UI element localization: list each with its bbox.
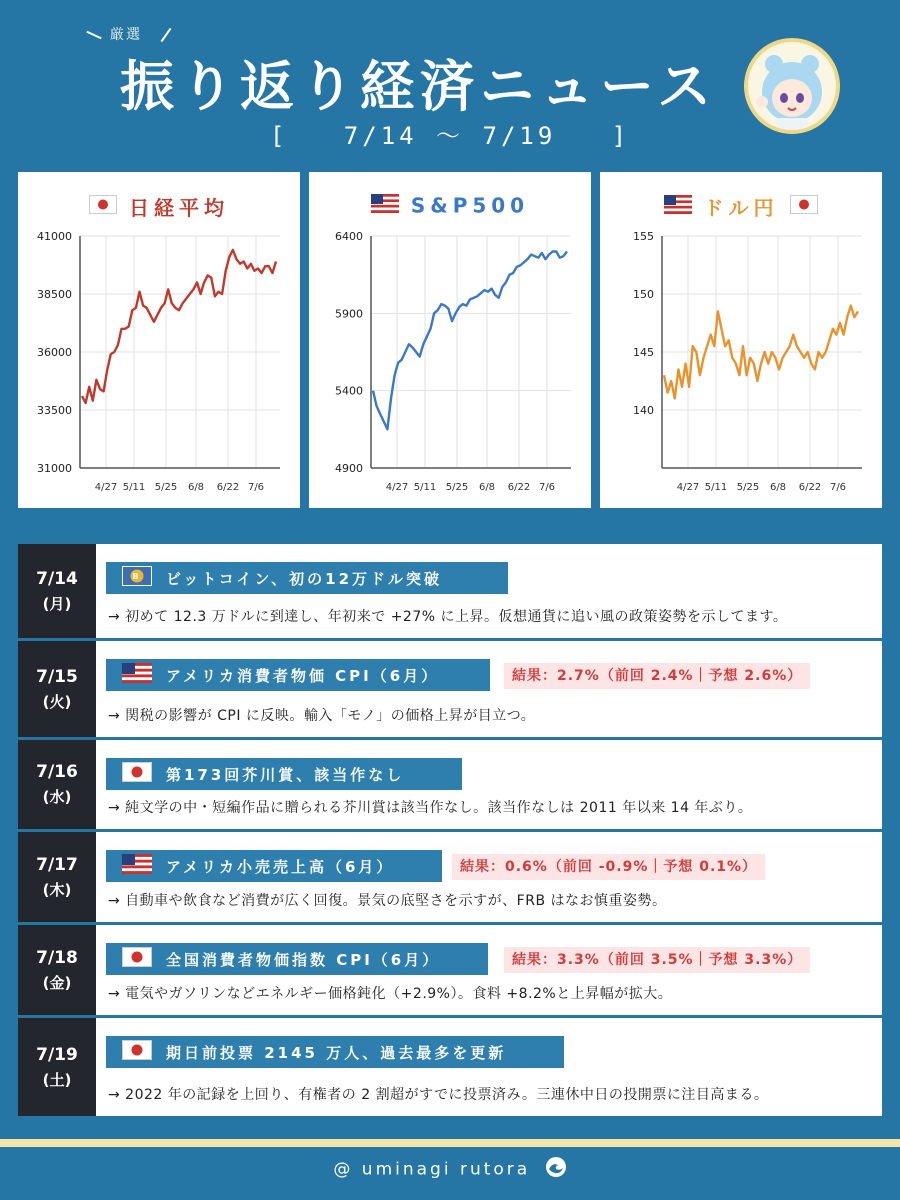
avatar <box>744 38 840 134</box>
news-headline <box>106 943 488 975</box>
tag-text: 厳選 <box>110 27 142 43</box>
chart-title-text: S&P500 <box>410 193 530 218</box>
news-headline-text: アメリカ小売売上高（6月） <box>166 857 395 876</box>
wave-icon <box>545 1156 567 1183</box>
news-date-weekday: (土) <box>42 1070 72 1089</box>
sp500-chart <box>309 172 591 508</box>
us-flag-icon <box>371 194 399 218</box>
x-tick-label: 5/25 <box>445 482 469 493</box>
x-tick-label: 6/8 <box>187 482 205 493</box>
news-body: → 電気やガソリンなどエネルギー価格鈍化（+2.9%）。食料 +8.2%と上昇幅が拡大。 <box>108 986 673 1002</box>
us-flag-icon <box>122 663 152 687</box>
character-illustration <box>748 42 836 130</box>
news-headline-text: 期日前投票 2145 万人、過去最多を更新 <box>166 1043 507 1062</box>
usdjpy-chart <box>600 172 882 508</box>
y-tick-label: 41000 <box>37 230 72 243</box>
y-tick-label: 145 <box>633 346 654 359</box>
sp500-chart-card <box>309 172 591 508</box>
nikkei-chart-card <box>18 172 300 508</box>
news-body: → 2022 年の記録を上回り、有権者の 2 割超がすでに投票済み。三連休中日の投開票に注目高まる。 <box>108 1087 769 1103</box>
series-line <box>373 252 567 430</box>
news-headline-text: 全国消費者物価指数 CPI（6月） <box>166 950 441 969</box>
news-date-day: 7/19 <box>36 1044 78 1065</box>
x-tick-label: 5/11 <box>413 482 437 493</box>
x-tick-label: 5/11 <box>704 482 728 493</box>
x-tick-label: 4/27 <box>676 482 700 493</box>
x-tick-label: 4/27 <box>94 482 118 493</box>
news-date-weekday: (火) <box>42 692 72 711</box>
x-tick-label: 5/11 <box>122 482 146 493</box>
news-item <box>18 740 882 829</box>
sp500-chart-title <box>309 192 591 218</box>
jp-flag-icon <box>122 947 152 971</box>
x-tick-label: 7/6 <box>247 482 265 493</box>
usdjpy-chart-card <box>600 172 882 508</box>
news-item <box>18 641 882 737</box>
news-list <box>18 544 882 1116</box>
news-result: 結果：3.3%（前回 3.5%｜予想 3.3%） <box>504 947 810 973</box>
x-tick-label: 7/6 <box>829 482 847 493</box>
svg-text:B: B <box>132 572 142 581</box>
page-title: 振り返り経済ニュース <box>120 55 718 118</box>
news-item <box>18 1018 882 1116</box>
jp-flag-icon <box>790 195 818 219</box>
news-date <box>18 641 96 737</box>
y-tick-label: 38500 <box>37 288 72 301</box>
y-tick-label: 6400 <box>335 230 363 243</box>
y-tick-label: 4900 <box>335 462 363 475</box>
news-body: → 純文学の中・短編作品に贈られる芥川賞は該当作なし。該当作なしは 2011 年以来 14 年ぶり。 <box>108 800 753 816</box>
y-tick-label: 5900 <box>335 307 363 321</box>
jp-flag-icon <box>89 195 117 219</box>
chart-title-text: ドル円 <box>703 196 779 220</box>
news-date-weekday: (水) <box>42 788 72 806</box>
y-tick-label: 5400 <box>335 384 363 398</box>
news-headline-text: アメリカ消費者物価 CPI（6月） <box>166 666 440 685</box>
news-date-weekday: (月) <box>42 594 72 613</box>
news-date-weekday: (木) <box>42 880 72 899</box>
date-range: [ 7/14 〜 7/19 ] <box>270 122 631 150</box>
footer <box>0 1156 900 1183</box>
news-item <box>18 925 882 1015</box>
news-date-weekday: (金) <box>42 973 72 992</box>
news-body: → 関税の影響が CPI に反映。輸入「モノ」の価格上昇が目立つ。 <box>108 708 536 724</box>
news-date-day: 7/18 <box>36 947 78 968</box>
tag-right-line <box>161 28 172 42</box>
x-tick-label: 6/22 <box>216 482 240 493</box>
x-tick-label: 6/22 <box>798 482 822 493</box>
news-date <box>18 544 96 638</box>
series-line <box>82 250 276 403</box>
footer-divider <box>0 1139 900 1147</box>
y-tick-label: 140 <box>633 404 654 417</box>
news-headline <box>106 758 462 790</box>
bitcoin-icon <box>122 566 152 590</box>
jp-flag-icon <box>122 762 152 786</box>
y-tick-label: 155 <box>633 230 654 243</box>
news-date-day: 7/17 <box>36 854 78 875</box>
news-result: 結果：0.6%（前回 -0.9%｜予想 0.1%） <box>452 854 765 880</box>
news-date-day: 7/16 <box>36 762 78 782</box>
news-headline <box>106 850 442 882</box>
news-item <box>18 544 882 638</box>
footer-handle: @ uminagi rutora <box>333 1159 531 1180</box>
x-tick-label: 6/8 <box>478 482 496 493</box>
y-tick-label: 36000 <box>37 346 72 359</box>
jp-flag-icon <box>122 1040 152 1064</box>
news-headline <box>106 1036 564 1068</box>
news-headline <box>106 562 508 594</box>
x-tick-label: 6/8 <box>769 482 787 493</box>
nikkei-chart <box>18 172 300 508</box>
news-result: 結果：2.7%（前回 2.4%｜予想 2.6%） <box>504 663 810 689</box>
news-headline-text: 第173回芥川賞、該当作なし <box>166 765 405 784</box>
x-tick-label: 5/25 <box>736 482 760 493</box>
y-tick-label: 31000 <box>37 462 72 475</box>
tag-left-line <box>86 31 101 40</box>
news-headline <box>106 659 490 691</box>
news-body: → 自動車や飲食など消費が広く回復。景気の底堅さを示すが、FRB はなお慎重姿勢。 <box>108 893 667 909</box>
x-tick-label: 7/6 <box>538 482 556 493</box>
news-date <box>18 925 96 1015</box>
news-date <box>18 740 96 829</box>
us-flag-icon <box>664 195 692 219</box>
news-body: → 初めて 12.3 万ドルに到達し、年初来で +27% に上昇。仮想通貨に追い風の政策姿勢を示してます。 <box>108 609 788 625</box>
x-tick-label: 4/27 <box>385 482 409 493</box>
us-flag-icon <box>122 854 152 878</box>
news-date-day: 7/14 <box>36 568 78 589</box>
news-item <box>18 832 882 922</box>
news-headline-text: ビットコイン、初の12万ドル突破 <box>166 569 443 588</box>
usdjpy-chart-title <box>600 192 882 221</box>
news-date-day: 7/15 <box>36 666 78 687</box>
news-date <box>18 832 96 922</box>
chart-title-text: 日経平均 <box>128 196 229 220</box>
x-tick-label: 5/25 <box>154 482 178 493</box>
y-tick-label: 150 <box>633 288 654 301</box>
news-date <box>18 1018 96 1116</box>
x-tick-label: 6/22 <box>507 482 531 493</box>
nikkei-chart-title <box>18 192 300 221</box>
y-tick-label: 33500 <box>37 404 72 417</box>
